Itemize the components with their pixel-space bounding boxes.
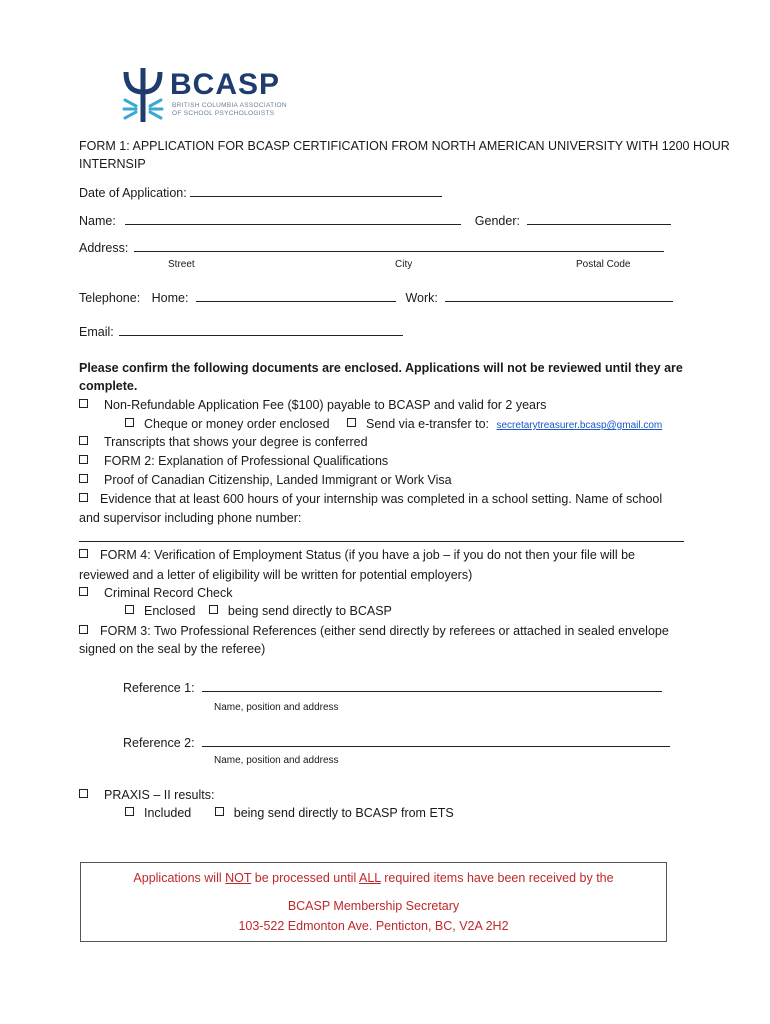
date-row xyxy=(79,185,442,200)
transcripts-checkbox[interactable] xyxy=(79,436,88,445)
citizenship-checkbox[interactable] xyxy=(79,474,88,483)
email-field[interactable] xyxy=(119,324,403,336)
documents-heading-line1: Please confirm the following documents are enclosed. Applications will not be reviewed until they are xyxy=(79,361,683,375)
criminal-enclosed-checkbox[interactable] xyxy=(125,605,134,614)
notice-line3: 103-522 Edmonton Ave. Penticton, BC, V2A 2H2 xyxy=(238,919,509,933)
etransfer-checkbox[interactable] xyxy=(347,418,356,427)
address-street-label: Street xyxy=(168,259,195,270)
cheque-checkbox[interactable] xyxy=(125,418,134,427)
bcasp-logo xyxy=(122,66,287,126)
praxis-text: PRAXIS – II results: xyxy=(104,788,215,802)
form-title-line2: INTERNSIP xyxy=(79,157,146,171)
telephone-label: Telephone: xyxy=(79,291,141,305)
reference1-sub-label: Name, position and address xyxy=(214,702,339,713)
criminal-text: Criminal Record Check xyxy=(104,586,233,600)
fee-text: Non-Refundable Application Fee ($100) payable to BCASP and valid for 2 years xyxy=(104,398,547,412)
form3-text-line2: signed on the seal by the referee) xyxy=(79,642,266,656)
notice-line1 xyxy=(81,871,666,885)
form2-item xyxy=(79,454,388,468)
criminal-enclosed-text: Enclosed xyxy=(144,604,196,618)
treasurer-email-link[interactable]: secretarytreasurer.bcasp@gmail.com xyxy=(496,420,663,431)
form4-checkbox[interactable] xyxy=(79,549,88,558)
reference1-field[interactable] xyxy=(202,680,662,692)
address-postal-label: Postal Code xyxy=(576,259,631,270)
form4-text-line1: FORM 4: Verification of Employment Status (if you have a job – if you do not then your file will be xyxy=(100,548,635,562)
transcripts-item xyxy=(79,435,368,449)
address-row xyxy=(79,240,664,255)
transcripts-text: Transcripts that shows your degree is conferred xyxy=(104,435,368,449)
citizenship-item xyxy=(79,473,452,487)
internship-item xyxy=(79,492,662,506)
praxis-ets-checkbox[interactable] xyxy=(215,807,224,816)
email-label: Email: xyxy=(79,325,114,339)
criminal-item xyxy=(79,586,233,600)
criminal-checkbox[interactable] xyxy=(79,587,88,596)
notice-line1-mid: be processed until xyxy=(251,871,360,885)
work-label: Work: xyxy=(405,291,438,305)
internship-details-field[interactable] xyxy=(79,530,684,542)
telephone-row xyxy=(79,290,673,305)
date-label: Date of Application: xyxy=(79,186,187,200)
praxis-item xyxy=(79,788,214,802)
notice-box xyxy=(80,862,667,942)
logo-wordmark: BCASP xyxy=(170,68,281,101)
reference2-field[interactable] xyxy=(202,735,670,747)
email-row xyxy=(79,324,403,339)
fee-item xyxy=(79,398,546,412)
name-label: Name: xyxy=(79,214,116,228)
psi-symbol-icon xyxy=(122,66,164,124)
praxis-options xyxy=(125,806,454,820)
praxis-included-text: Included xyxy=(144,806,192,820)
reference1-row xyxy=(123,680,662,695)
reference2-sub-label: Name, position and address xyxy=(214,755,339,766)
form3-text-line1: FORM 3: Two Professional References (either send directly by referees or attached in sealed envelope xyxy=(100,624,669,638)
work-phone-field[interactable] xyxy=(445,290,673,302)
form3-item xyxy=(79,624,669,638)
internship-text-line1: Evidence that at least 600 hours of your internship was completed in a school setting. Name of school xyxy=(100,492,663,506)
praxis-included-checkbox[interactable] xyxy=(125,807,134,816)
fee-checkbox[interactable] xyxy=(79,399,88,408)
form2-checkbox[interactable] xyxy=(79,455,88,464)
notice-line1-post: required items have been received by the xyxy=(380,871,614,885)
name-field[interactable] xyxy=(125,213,461,225)
form4-item xyxy=(79,548,635,562)
reference1-label: Reference 1: xyxy=(123,681,195,695)
internship-checkbox[interactable] xyxy=(79,493,88,502)
notice-not: NOT xyxy=(225,871,252,885)
name-row xyxy=(79,213,671,228)
criminal-send-checkbox[interactable] xyxy=(209,605,218,614)
etransfer-text: Send via e-transfer to: xyxy=(366,417,489,431)
home-label: Home: xyxy=(151,291,189,305)
notice-line2: BCASP Membership Secretary xyxy=(287,899,460,913)
gender-field[interactable] xyxy=(527,213,671,225)
criminal-send-text: being send directly to BCASP xyxy=(227,604,392,618)
logo-subtitle-1: BRITISH COLUMBIA ASSOCIATION xyxy=(172,102,287,109)
citizenship-text: Proof of Canadian Citizenship, Landed Immigrant or Work Visa xyxy=(104,473,452,487)
payment-options xyxy=(125,417,662,431)
internship-text-line2: and supervisor including phone number: xyxy=(79,511,302,525)
address-field[interactable] xyxy=(134,240,664,252)
address-city-label: City xyxy=(395,259,413,270)
form-title-line1: FORM 1: APPLICATION FOR BCASP CERTIFICATION FROM NORTH AMERICAN UNIVERSITY WITH 1200 HOUR xyxy=(79,139,730,153)
notice-line1-pre: Applications will xyxy=(133,871,226,885)
criminal-options xyxy=(125,604,392,618)
praxis-checkbox[interactable] xyxy=(79,789,88,798)
form4-text-line2: reviewed and a letter of eligibility will be written for potential employers) xyxy=(79,568,473,582)
praxis-ets-text: being send directly to BCASP from ETS xyxy=(233,806,454,820)
documents-heading-line2: complete. xyxy=(79,379,138,393)
form3-checkbox[interactable] xyxy=(79,625,88,634)
date-field[interactable] xyxy=(190,185,442,197)
home-phone-field[interactable] xyxy=(196,290,396,302)
notice-all: ALL xyxy=(359,871,381,885)
address-label: Address: xyxy=(79,241,129,255)
reference2-label: Reference 2: xyxy=(123,736,195,750)
form2-text: FORM 2: Explanation of Professional Qualifications xyxy=(104,454,389,468)
cheque-text: Cheque or money order enclosed xyxy=(144,417,330,431)
logo-subtitle-2: OF SCHOOL PSYCHOLOGISTS xyxy=(172,110,275,117)
reference2-row xyxy=(123,735,670,750)
gender-label: Gender: xyxy=(474,214,520,228)
